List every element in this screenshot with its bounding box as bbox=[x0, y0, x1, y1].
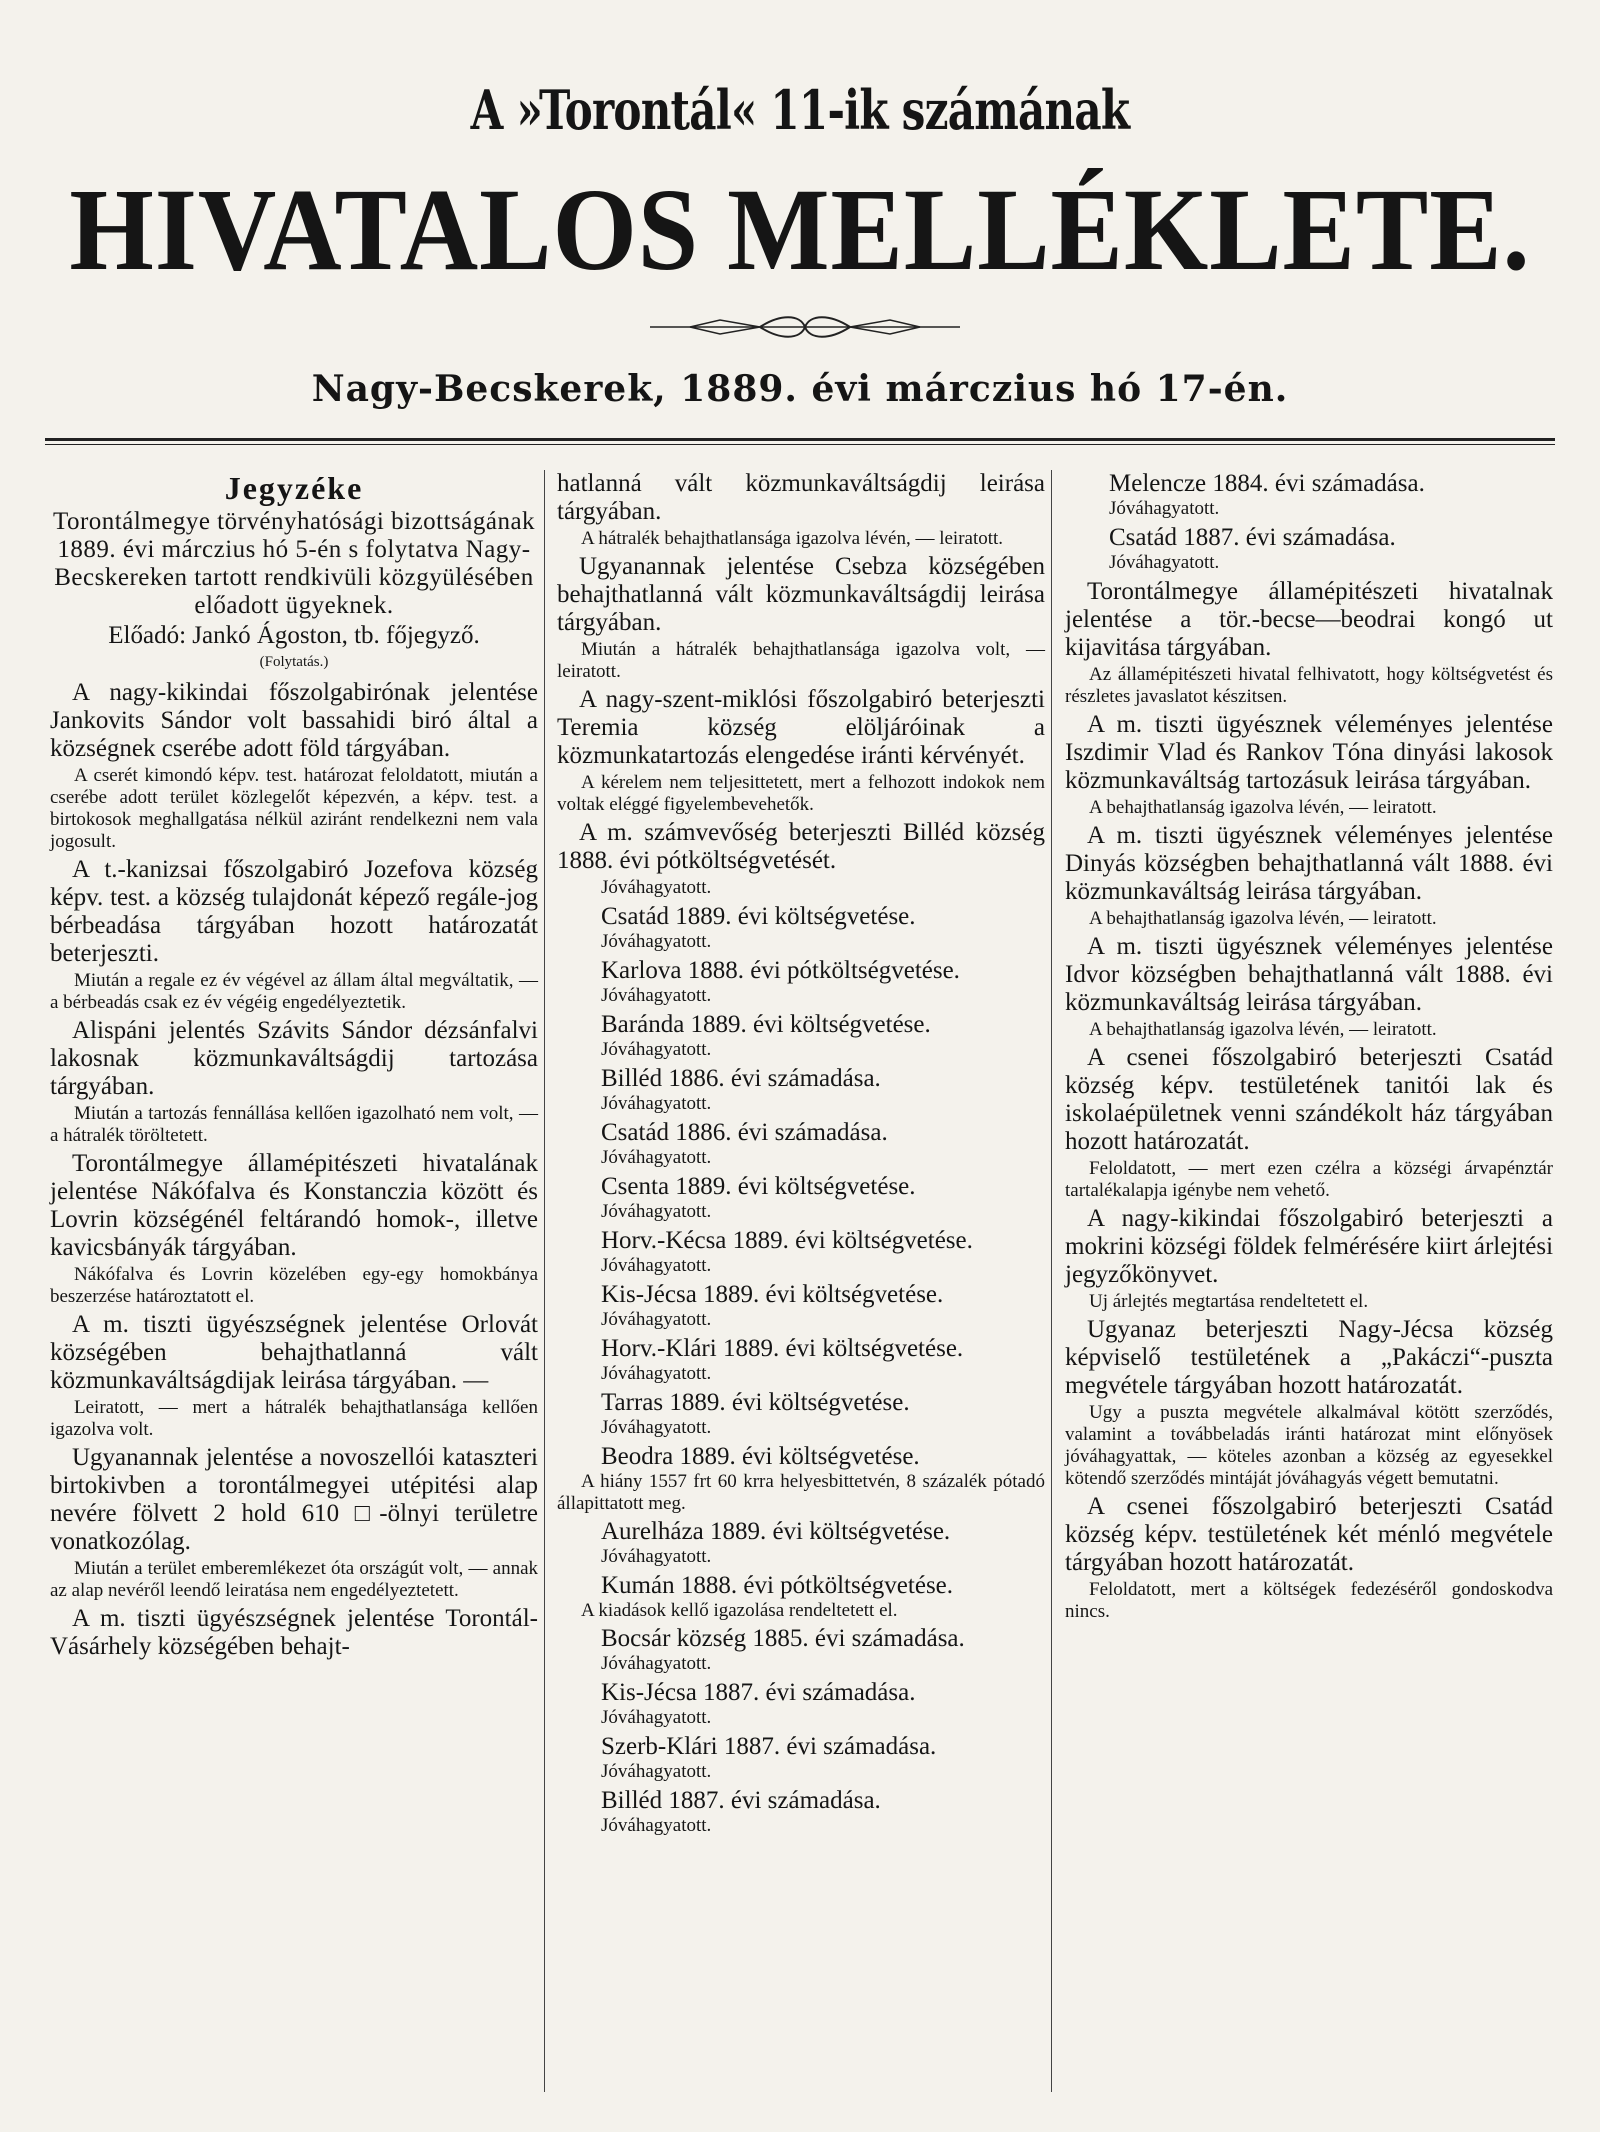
resolution-note: A behajthatlanság igazolva lévén, — leiratott. bbox=[1089, 1019, 1437, 1040]
page-title: HIVATALOS MELLÉKLETE. bbox=[69, 164, 1531, 295]
approval-note: Jóváhagyatott. bbox=[601, 931, 712, 952]
article-item: A nagy-szent-miklósi főszolgabiró beterjeszti Teremia község elöljáróinak a közmunkatartozás elengedése iránti kérvényét. bbox=[557, 686, 1045, 769]
approval-note: Jóváhagyatott. bbox=[1109, 552, 1220, 573]
article-item: Ugyanannak jelentése a novoszellói kataszteri birtokivben a torontálmegyei utépitési alap nevére fölvett 2 hold 610 □-ölnyi területre vonatkozólag. bbox=[50, 1444, 538, 1555]
approval-note: Jóváhagyatott. bbox=[601, 1363, 712, 1384]
article-item: Ugyanaz beterjeszti Nagy-Jécsa község képviselő testületének a „Pakáczi“-puszta megvétele tárgyában hozott határozatát. bbox=[1065, 1316, 1553, 1399]
article-item: A nagy-kikindai főszolgabiró beterjeszti a mokrini községi földek felmérésére kiirt árlejtési jegyzőkönyvet. bbox=[1065, 1205, 1554, 1288]
resolution-note: Miután a terület emberemlékezet óta országút volt, — annak az alap nevéről leendő leiratása nem engedélyeztetett. bbox=[50, 1558, 538, 1601]
budget-item: Karlova 1888. évi pótköltségvetése. bbox=[601, 957, 960, 984]
resolution-note: A behajthatlanság igazolva lévén, — leiratott. bbox=[1089, 797, 1437, 818]
budget-item: Csenta 1889. évi költségvetése. bbox=[601, 1173, 916, 1200]
header-rule bbox=[45, 438, 1555, 441]
resolution-note: A kiadások kellő igazolása rendeltetett el. bbox=[581, 1600, 898, 1621]
presenter-line: Előadó: Jankó Ágoston, tb. főjegyző. bbox=[108, 622, 480, 649]
resolution-note: Leiratott, — mert a hátralék behajthatlansága kellően igazolva volt. bbox=[50, 1397, 538, 1440]
budget-item: Billéd 1887. évi számadása. bbox=[601, 1787, 881, 1814]
resolution-note: A hátralék behajthatlansága igazolva lévén, — leiratott. bbox=[581, 528, 1004, 549]
budget-item: Melencze 1884. évi számadása. bbox=[1109, 470, 1425, 497]
intro-paragraph: Torontálmegye törvényhatósági bizottságának 1889. évi márczius hó 5-én s folytatva Nagy-Becskereken tartott rendkivüli közgyülésében előadott ügyeknek. bbox=[52, 508, 536, 619]
approval-note: Jóváhagyatott. bbox=[601, 1707, 712, 1728]
budget-item: Kis-Jécsa 1887. évi számadása. bbox=[601, 1679, 916, 1706]
resolution-note: A cserét kimondó képv. test. határozat feloldatott, miután a cserébe adott terület közlegelőt képezvén, a képv. test. a birtokosok meghallgatása nélkül aziránt rendelkezni nem vala jogosult. bbox=[50, 765, 538, 852]
resolution-note: A behajthatlanság igazolva lévén, — leiratott. bbox=[1089, 908, 1437, 929]
budget-item: Tarras 1889. évi költségvetése. bbox=[601, 1389, 910, 1416]
budget-item: Beodra 1889. évi költségvetése. bbox=[601, 1443, 920, 1470]
budget-item: Billéd 1886. évi számadása. bbox=[601, 1065, 881, 1092]
budget-item: Horv.-Kécsa 1889. évi költségvetése. bbox=[601, 1227, 973, 1254]
article-item: A m. tiszti ügyészségnek jelentése Torontál-Vásárhely községében behajt- bbox=[50, 1605, 538, 1660]
approval-note: Jóváhagyatott. bbox=[601, 1546, 712, 1567]
column-3 bbox=[1065, 470, 1553, 1626]
budget-item: Horv.-Klári 1889. évi költségvetése. bbox=[601, 1335, 964, 1362]
approval-note: Jóváhagyatott. bbox=[601, 1653, 712, 1674]
resolution-note: Az államépitészeti hivatal felhivatott, hogy költségvetést és részletes javaslatot készitsen. bbox=[1065, 664, 1553, 707]
budget-item: Kumán 1888. évi pótköltségvetése. bbox=[601, 1572, 954, 1599]
resolution-note: Uj árlejtés megtartása rendeltetett el. bbox=[1089, 1291, 1369, 1312]
budget-item: Csatád 1887. évi számadása. bbox=[1109, 524, 1396, 551]
resolution-note: Nákófalva és Lovrin közelében egy-egy homokbánya beszerzése határoztatott el. bbox=[50, 1264, 538, 1307]
column-1 bbox=[50, 470, 538, 1663]
approval-note: Jóváhagyatott. bbox=[601, 1417, 712, 1438]
column-divider bbox=[1051, 470, 1052, 2092]
approval-note: Jóváhagyatott. bbox=[601, 877, 712, 898]
resolution-note: A hiány 1557 frt 60 krra helyesbittetvén, 8 százalék pótadó állapittatott meg. bbox=[557, 1471, 1045, 1514]
approval-note: Jóváhagyatott. bbox=[601, 1147, 712, 1168]
article-item: Alispáni jelentés Szávits Sándor dézsánfalvi lakosnak közmunkaváltságdij tartozása tárgyában. bbox=[50, 1017, 538, 1100]
budget-item: Baránda 1889. évi költségvetése. bbox=[601, 1011, 931, 1038]
approval-note: Jóváhagyatott. bbox=[601, 1201, 712, 1222]
approval-note: Jóváhagyatott. bbox=[601, 1309, 712, 1330]
approval-note: Jóváhagyatott. bbox=[601, 1815, 712, 1836]
resolution-note: Feloldatott, — mert ezen czélra a községi árvapénztár tartalékalapja igénybe nem vehető. bbox=[1065, 1158, 1553, 1201]
column-divider bbox=[544, 470, 545, 2092]
budget-item: Aurelháza 1889. évi költségvetése. bbox=[601, 1518, 951, 1545]
approval-note: Jóváhagyatott. bbox=[601, 985, 712, 1006]
article-item: A csenei főszolgabiró beterjeszti Csatád község képv. testületének tanitói lak és iskolaépületnek venni szándékolt ház tárgyában hozott határozatát. bbox=[1065, 1044, 1553, 1155]
approval-note: Jóváhagyatott. bbox=[1109, 498, 1220, 519]
approval-note: Jóváhagyatott. bbox=[601, 1039, 712, 1060]
budget-item: Csatád 1886. évi számadása. bbox=[601, 1119, 888, 1146]
resolution-note: A kérelem nem teljesittetett, mert a felhozott indokok nem voltak eléggé figyelembevehetők. bbox=[557, 772, 1045, 815]
article-item: hatlanná vált közmunkaváltságdij leirása tárgyában. bbox=[557, 470, 1045, 525]
supplement-heading: A »Torontál« 11-ik számának bbox=[470, 78, 1130, 142]
resolution-note: Miután a hátralék behajthatlansága igazolva volt, — leiratott. bbox=[557, 639, 1045, 682]
budget-item: Kis-Jécsa 1889. évi költségvetése. bbox=[601, 1281, 944, 1308]
ornament-divider-icon bbox=[650, 312, 960, 342]
resolution-note: Feloldatott, mert a költségek fedezéséről gondoskodva nincs. bbox=[1065, 1579, 1553, 1622]
budget-item: Szerb-Klári 1887. évi számadása. bbox=[601, 1733, 937, 1760]
budget-item: Csatád 1889. évi költségvetése. bbox=[601, 903, 916, 930]
article-item: Torontálmegye államépitészeti hivatalának jelentése Nákófalva és Konstanczia között és Lovrin községénél feltárandó homok-, illetve kavicsbányák tárgyában. bbox=[50, 1150, 538, 1261]
resolution-note: Miután a regale ez év végével az állam által megváltatik, — a bérbeadás csak ez év végéig engedélyeztetik. bbox=[50, 970, 538, 1013]
approval-note: Jóváhagyatott. bbox=[601, 1093, 712, 1114]
article-item: A m. tiszti ügyészségnek jelentése Orlovát községében behajthatlanná vált közmunkaváltságdijak leirása tárgyában. — bbox=[50, 1311, 538, 1394]
continuation-note: (Folytatás.) bbox=[259, 654, 329, 670]
dateline: Nagy-Becskerek, 1889. évi márczius hó 17-én. bbox=[311, 368, 1289, 410]
article-item: Ugyanannak jelentése Csebza községében behajthatlanná vált közmunkaváltságdij leirása tárgyában. bbox=[557, 553, 1045, 636]
header-rule-thin bbox=[45, 444, 1555, 445]
article-item: A m. tiszti ügyésznek véleményes jelentése Dinyás községben behajthatlanná vált 1888. évi közmunkaváltság leirása tárgyában. bbox=[1065, 822, 1553, 905]
column-2 bbox=[557, 470, 1045, 1841]
approval-note: Jóváhagyatott. bbox=[601, 1255, 712, 1276]
list-title: Jegyzéke bbox=[224, 470, 364, 506]
article-item: A m. tiszti ügyésznek véleményes jelentése Iszdimir Vlad és Rankov Tóna dinyási lakosok közmunkaváltság tartozásuk leirása tárgyában. bbox=[1065, 711, 1553, 794]
article-item: Torontálmegye államépitészeti hivatalnak jelentése a tör.-becse—beodrai kongó ut kijavitása tárgyában. bbox=[1065, 578, 1553, 661]
resolution-note: Miután a tartozás fennállása kellően igazolható nem volt, — a hátralék töröltetett. bbox=[50, 1103, 538, 1146]
article-item: A t.-kanizsai főszolgabiró Jozefova község képv. test. a község tulajdonát képező regále-jog bérbeadása tárgyában hozott határozatát beterjeszti. bbox=[50, 856, 538, 967]
resolution-note: Ugy a puszta megvétele alkalmával kötött szerződés, valamint a továbbeladás iránti határozat mint előnyösek jóváhagyattak, — köteles azonban a község az egyesekkel kötendő szerződés mintáját jóváhagyás végett bemutatni. bbox=[1065, 1402, 1553, 1489]
article-item: A nagy-kikindai főszolgabirónak jelentése Jankovits Sándor volt bassahidi biró által a községnek cserébe adott föld tárgyában. bbox=[50, 679, 538, 762]
article-item: A m. számvevőség beterjeszti Billéd község 1888. évi pótköltségvetését. bbox=[557, 819, 1045, 874]
approval-note: Jóváhagyatott. bbox=[601, 1761, 712, 1782]
article-item: A m. tiszti ügyésznek véleményes jelentése Idvor községben behajthatlanná vált 1888. évi közmunkaváltság leirása tárgyában. bbox=[1065, 933, 1553, 1016]
article-item: A csenei főszolgabiró beterjeszti Csatád község képv. testületének két ménló megvétele tárgyában hozott határozatát. bbox=[1065, 1493, 1553, 1576]
budget-item: Bocsár község 1885. évi számadása. bbox=[601, 1625, 965, 1652]
